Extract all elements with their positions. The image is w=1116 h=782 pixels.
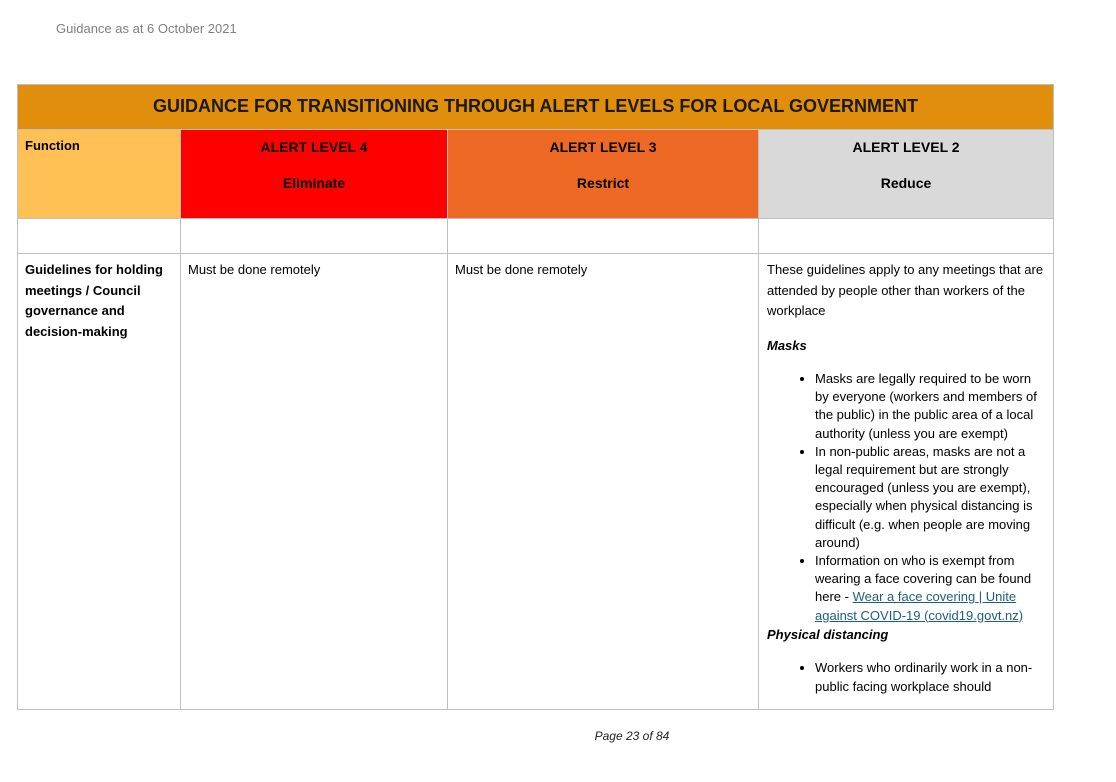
function-cell (18, 254, 181, 710)
alert-level-3-header (448, 130, 759, 219)
function-label: Guidelines for holding meetings / Council governance and decision-making (25, 262, 163, 339)
table-row (18, 254, 1054, 710)
exemption-text: Information on who is exempt from wearing a face covering can be found here - (815, 553, 1032, 605)
spacer-cell (181, 219, 448, 254)
list-item: • In non-public areas, masks are not a legal requirement but are strongly encouraged (unless you are exempt), especially when physical distancing is difficult (e.g. when people are moving around) (815, 443, 1045, 552)
alert-level-4-cell (181, 254, 448, 710)
date-note: Guidance as at 6 October 2021 (56, 21, 237, 36)
spacer-cell (448, 219, 759, 254)
physical-distancing-heading: Physical distancing (767, 626, 889, 642)
alert-level-2-header (759, 130, 1054, 219)
guidance-table (17, 84, 1054, 710)
level-2-intro: These guidelines apply to any meetings that are attended by people other than workers of the workplace (767, 262, 1044, 318)
alert-level-4-text: Must be done remotely (188, 262, 321, 277)
spacer-cell (18, 219, 181, 254)
header-row (18, 130, 1054, 219)
alert-level-3-name: ALERT LEVEL 3 (549, 139, 657, 155)
page-number: Page 23 of 84 (594, 729, 670, 743)
alert-level-3-cell (448, 254, 759, 710)
alert-level-4-name: ALERT LEVEL 4 (260, 139, 368, 155)
alert-level-2-name: ALERT LEVEL 2 (852, 139, 960, 155)
function-header: Function (18, 130, 181, 219)
masks-heading: Masks (767, 337, 807, 353)
alert-level-3-sub: Restrict (576, 175, 630, 191)
alert-level-2-sub: Reduce (880, 175, 932, 191)
table-title: GUIDANCE FOR TRANSITIONING THROUGH ALERT LEVELS FOR LOCAL GOVERNMENT (18, 85, 1054, 130)
distancing-list (767, 659, 1045, 695)
title-row (18, 85, 1054, 130)
face-covering-link[interactable]: Wear a face covering | Unite against COVID-19 (covid19.govt.nz) (815, 589, 1024, 623)
spacer-cell (759, 219, 1054, 254)
alert-level-2-cell (759, 254, 1054, 710)
alert-level-4-sub: Eliminate (282, 175, 346, 191)
list-item: • Workers who ordinarily work in a non-public facing workplace should (815, 659, 1045, 695)
list-item: • Masks are legally required to be worn by everyone (workers and members of the public) in the public area of a local authority (unless you are exempt) (815, 370, 1045, 443)
list-item (815, 552, 1045, 625)
spacer-row (18, 219, 1054, 254)
alert-level-4-header (181, 130, 448, 219)
masks-list (767, 370, 1045, 625)
alert-level-3-text: Must be done remotely (455, 262, 588, 277)
